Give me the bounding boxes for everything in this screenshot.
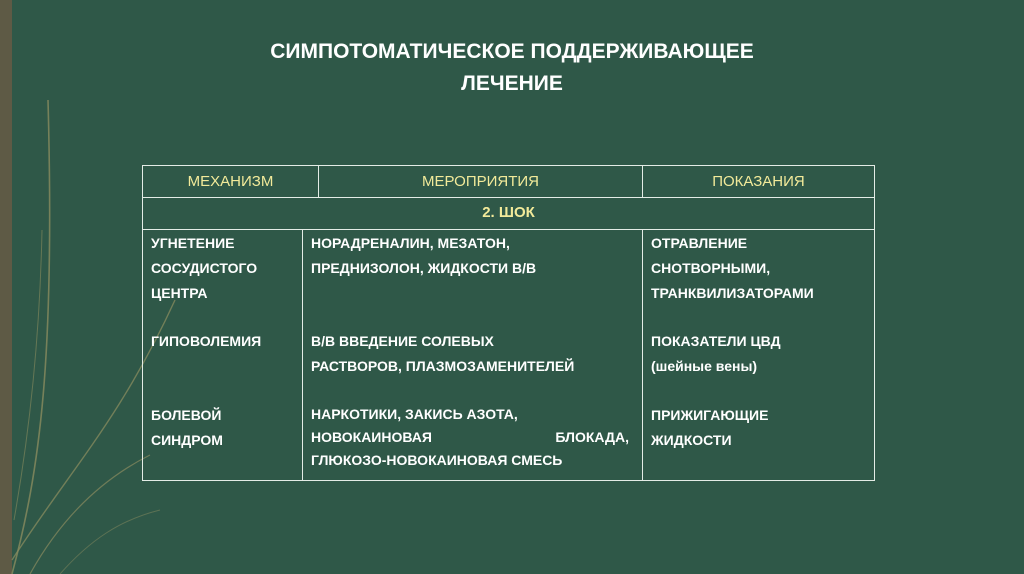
measures-line: НАРКОТИКИ, ЗАКИСЬ АЗОТА, <box>311 406 518 422</box>
mechanism-cell-2 <box>151 329 261 354</box>
measures-cell-1 <box>311 231 536 281</box>
indications-cell-3 <box>651 403 768 453</box>
measures-word: БЛОКАДА, <box>555 429 629 445</box>
body-separator-2 <box>642 229 643 480</box>
section-shock: 2. ШОК <box>482 204 535 221</box>
mechanism-line: БОЛЕВОЙ <box>151 407 222 423</box>
mechanism-cell-3 <box>151 403 223 453</box>
section-divider <box>143 229 874 230</box>
measures-line: РАСТВОРОВ, ПЛАЗМОЗАМЕНИТЕЛЕЙ <box>311 358 575 374</box>
measures-line: В/В ВВЕДЕНИЕ СОЛЕВЫХ <box>311 333 494 349</box>
header-mechanism: МЕХАНИЗМ <box>187 173 274 190</box>
indications-line: ПРИЖИГАЮЩИЕ <box>651 407 769 423</box>
measures-word: НОВОКАИНОВАЯ <box>311 429 432 445</box>
mechanism-line: ГИПОВОЛЕМИЯ <box>151 333 262 349</box>
measures-cell-2 <box>311 329 574 379</box>
measures-line: ПРЕДНИЗОЛОН, ЖИДКОСТИ В/В <box>311 260 537 276</box>
mechanism-line: СИНДРОМ <box>151 432 223 448</box>
mechanism-line: УГНЕТЕНИЕ <box>151 235 235 251</box>
measures-line: НОРАДРЕНАЛИН, МЕЗАТОН, <box>311 235 510 251</box>
measures-justified-line <box>311 426 629 449</box>
mechanism-line: ЦЕНТРА <box>151 285 208 301</box>
indications-line: ПОКАЗАТЕЛИ ЦВД <box>651 333 781 349</box>
treatment-table <box>142 165 875 481</box>
indications-line: СНОТВОРНЫМИ, <box>651 260 771 276</box>
mechanism-line: СОСУДИСТОГО <box>151 260 258 276</box>
indications-cell-1 <box>651 231 814 306</box>
body-separator-1 <box>302 229 303 480</box>
measures-line: ГЛЮКОЗО-НОВОКАИНОВАЯ СМЕСЬ <box>311 452 563 468</box>
title-line-2: ЛЕЧЕНИЕ <box>461 72 563 95</box>
indications-cell-2 <box>651 329 781 379</box>
indications-line: ОТРАВЛЕНИЕ <box>651 235 748 251</box>
indications-line: ТРАНКВИЛИЗАТОРАМИ <box>651 285 814 301</box>
measures-cell-3 <box>311 403 629 472</box>
page-title <box>0 36 1024 100</box>
mechanism-cell-1 <box>151 231 257 306</box>
header-indications: ПОКАЗАНИЯ <box>712 173 805 190</box>
header-measures: МЕРОПРИЯТИЯ <box>421 173 540 190</box>
indications-line: (шейные вены) <box>651 358 758 374</box>
title-line-1: СИМПОТОМАТИЧЕСКОЕ ПОДДЕРЖИВАЮЩЕЕ <box>270 40 754 63</box>
indications-line: ЖИДКОСТИ <box>651 432 732 448</box>
